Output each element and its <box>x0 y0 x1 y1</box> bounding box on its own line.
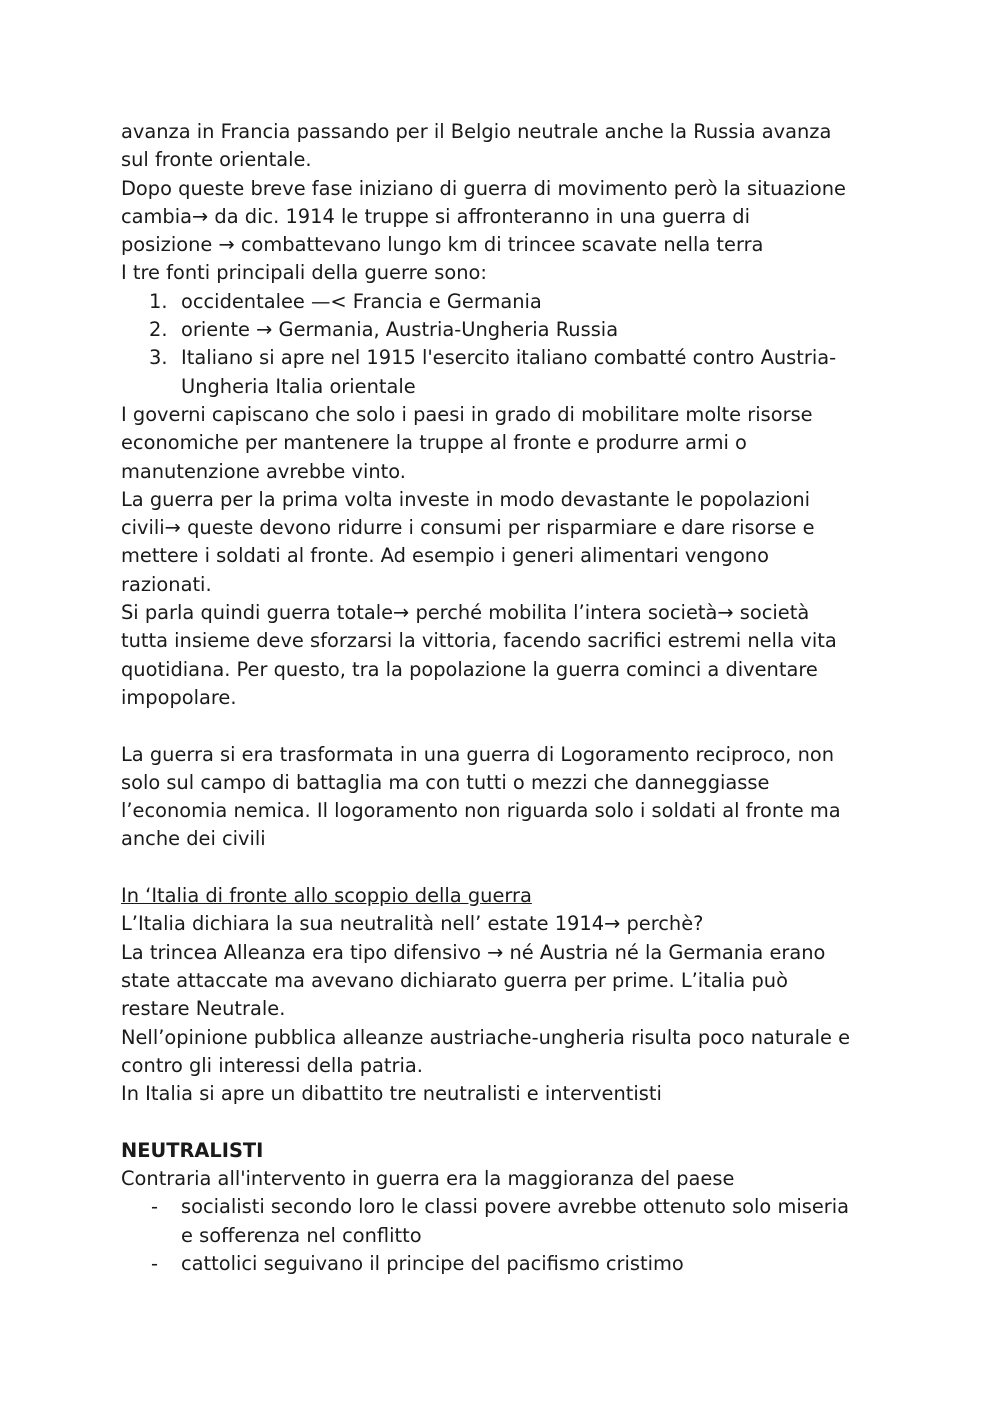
text-line: economiche per mantenere la truppe al fronte e produrre armi o <box>121 431 747 455</box>
text-line: In Italia si apre un dibattito tre neutralisti e interventisti <box>121 1082 662 1106</box>
text-line: occidentalee —< Francia e Germania <box>181 289 542 313</box>
intro-paragraph <box>121 118 891 288</box>
list-marker: - <box>151 1251 158 1275</box>
text-line: state attaccate ma avevano dichiarato guerra per prime. L’italia può <box>121 968 788 992</box>
text-line: Ungheria Italia orientale <box>181 374 416 398</box>
fronts-list <box>121 288 891 401</box>
body-paragraph-2 <box>121 741 891 854</box>
blank-line <box>121 1108 891 1136</box>
text-line: I governi capiscano che solo i paesi in grado di mobilitare molte risorse <box>121 402 813 426</box>
list-marker: - <box>151 1195 158 1219</box>
list-marker: 3. <box>149 346 168 370</box>
italy-section <box>121 882 891 1108</box>
text-line: oriente → Germania, Austria-Ungheria Russia <box>181 318 619 342</box>
text-line: Si parla quindi guerra totale→ perché mobilita l’intera società→ società <box>121 601 810 625</box>
text-line: anche dei civili <box>121 827 266 851</box>
blank-line <box>121 854 891 882</box>
text-line: Nell’opinione pubblica alleanze austriache-ungheria risulta poco naturale e <box>121 1025 851 1049</box>
text-line: manutenzione avrebbe vinto. <box>121 459 406 483</box>
list-item <box>121 288 891 316</box>
list-item <box>121 316 891 344</box>
list-marker: 1. <box>149 289 168 313</box>
text-line: cambia→ da dic. 1914 le truppe si affronteranno in una guerra di <box>121 204 750 228</box>
text-line: avanza in Francia passando per il Belgio neutrale anche la Russia avanza <box>121 120 832 143</box>
text-line: restare Neutrale. <box>121 997 286 1021</box>
text-line: posizione → combattevano lungo km di trincee scavate nella terra <box>121 233 764 257</box>
text-line: Dopo queste breve fase iniziano di guerra di movimento però la situazione <box>121 176 846 200</box>
section-heading-italy: In ‘Italia di fronte allo scoppio della guerra <box>121 884 532 908</box>
text-line: Contraria all'intervento in guerra era la maggioranza del paese <box>121 1166 735 1190</box>
text-line: La trincea Alleanza era tipo difensivo → né Austria né la Germania erano <box>121 940 826 964</box>
text-line: solo sul campo di battaglia ma con tutti o mezzi che danneggiasse <box>121 770 770 794</box>
document-page <box>121 118 891 1278</box>
text-line: La guerra per la prima volta investe in modo devastante le popolazioni <box>121 487 810 511</box>
text-line: tutta insieme deve sforzarsi la vittoria, facendo sacrifici estremi nella vita <box>121 629 837 653</box>
text-line: civili→ queste devono ridurre i consumi per risparmiare e dare risorse e <box>121 516 815 540</box>
text-line: La guerra si era trasformata in una guerra di Logoramento reciproco, non <box>121 742 835 766</box>
text-line: cattolici seguivano il principe del pacifismo cristimo <box>181 1251 684 1275</box>
body-paragraph-1 <box>121 401 891 712</box>
text-line: quotidiana. Per questo, tra la popolazione la guerra cominci a diventare <box>121 657 818 681</box>
text-line: razionati. <box>121 572 212 596</box>
list-item <box>121 344 891 401</box>
section-heading-neutralisti: NEUTRALISTI <box>121 1138 264 1162</box>
list-item <box>121 1193 891 1250</box>
text-line: L’Italia dichiara la sua neutralità nell’ estate 1914→ perchè? <box>121 912 704 936</box>
text-line: Italiano si apre nel 1915 l'esercito italiano combatté contro Austria- <box>181 346 837 370</box>
text-line: socialisti secondo loro le classi povere avrebbe ottenuto solo miseria <box>181 1195 850 1219</box>
list-item <box>121 1250 891 1278</box>
text-line: e sofferenza nel conflitto <box>181 1223 422 1247</box>
neutralists-section <box>121 1137 891 1278</box>
list-marker: 2. <box>149 318 168 342</box>
text-line: I tre fonti principali della guerre sono: <box>121 261 487 285</box>
text-line: mettere i soldati al fronte. Ad esempio i generi alimentari vengono <box>121 544 769 568</box>
text-line: l’economia nemica. Il logoramento non riguarda solo i soldati al fronte ma <box>121 799 841 823</box>
text-line: sul fronte orientale. <box>121 148 312 172</box>
text-line: contro gli interessi della patria. <box>121 1053 423 1077</box>
blank-line <box>121 712 891 740</box>
text-line: impopolare. <box>121 685 237 709</box>
